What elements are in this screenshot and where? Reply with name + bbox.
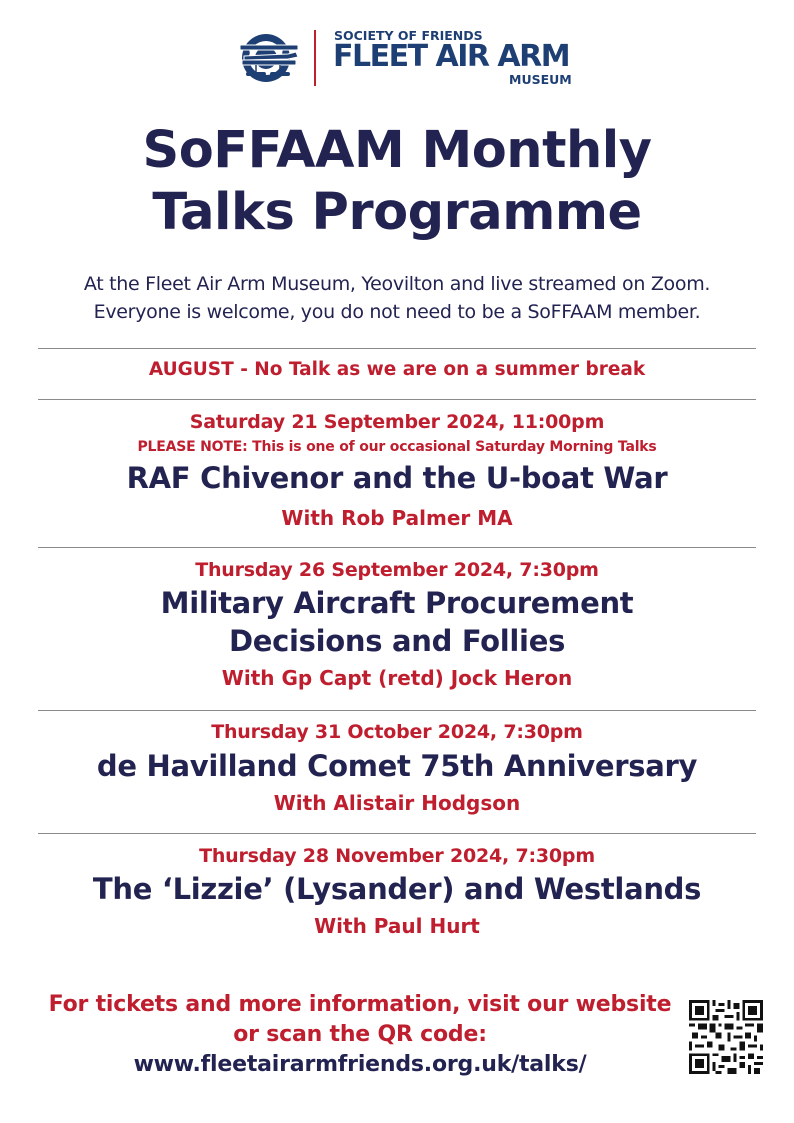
divider (38, 348, 756, 349)
talk-date: Saturday 21 September 2024, 11:00pm (189, 411, 605, 433)
footer-info-line-1: For tickets and more information, visit our website (48, 992, 672, 1017)
divider (38, 710, 756, 711)
logo-fleet-air-arm-text: FLEET AIR ARM (333, 39, 570, 74)
page-title-line-2: Talks Programme (152, 183, 642, 242)
page-title-line-1: SoFFAAM Monthly (142, 121, 652, 180)
talk-date: Thursday 28 November 2024, 7:30pm (199, 845, 595, 867)
divider (38, 547, 756, 548)
logo-museum-text: MUSEUM (509, 72, 572, 87)
divider (38, 399, 756, 400)
talk-date: Thursday 26 September 2024, 7:30pm (195, 559, 599, 581)
talk-title-line-2: Decisions and Follies (228, 624, 566, 658)
divider (38, 833, 756, 834)
intro-line-1: At the Fleet Air Arm Museum, Yeovilton and live streamed on Zoom. (83, 273, 711, 295)
talk-title: RAF Chivenor and the U-boat War (126, 461, 668, 495)
talk-title: de Havilland Comet 75th Anniversary (96, 749, 698, 783)
talk-title-line-1: Military Aircraft Procurement (160, 586, 634, 620)
logo (236, 26, 572, 90)
talk-date: Thursday 31 October 2024, 7:30pm (211, 721, 583, 743)
talk-title: The ‘Lizzie’ (Lysander) and Westlands (92, 872, 702, 906)
intro-line-2: Everyone is welcome, you do not need to be a SoFFAAM member. (93, 301, 701, 323)
august-notice: AUGUST - No Talk as we are on a summer break (148, 359, 646, 380)
talk-speaker: With Gp Capt (retd) Jock Heron (221, 666, 573, 690)
logo-divider (314, 30, 316, 86)
talk-speaker: With Alistair Hodgson (273, 791, 521, 815)
footer-info-line-2: or scan the QR code: (233, 1022, 487, 1047)
logo-society-text: SOCIETY OF FRIENDS (334, 28, 483, 43)
talk-speaker: With Paul Hurt (314, 914, 480, 938)
qr-code-icon[interactable] (689, 1000, 763, 1074)
footer-website-link[interactable]: www.fleetairarmfriends.org.uk/talks/ (133, 1052, 587, 1077)
talk-note: PLEASE NOTE: This is one of our occasional Saturday Morning Talks (137, 439, 657, 455)
biplane-roundel-icon (236, 30, 302, 86)
talk-speaker: With Rob Palmer MA (281, 506, 513, 530)
